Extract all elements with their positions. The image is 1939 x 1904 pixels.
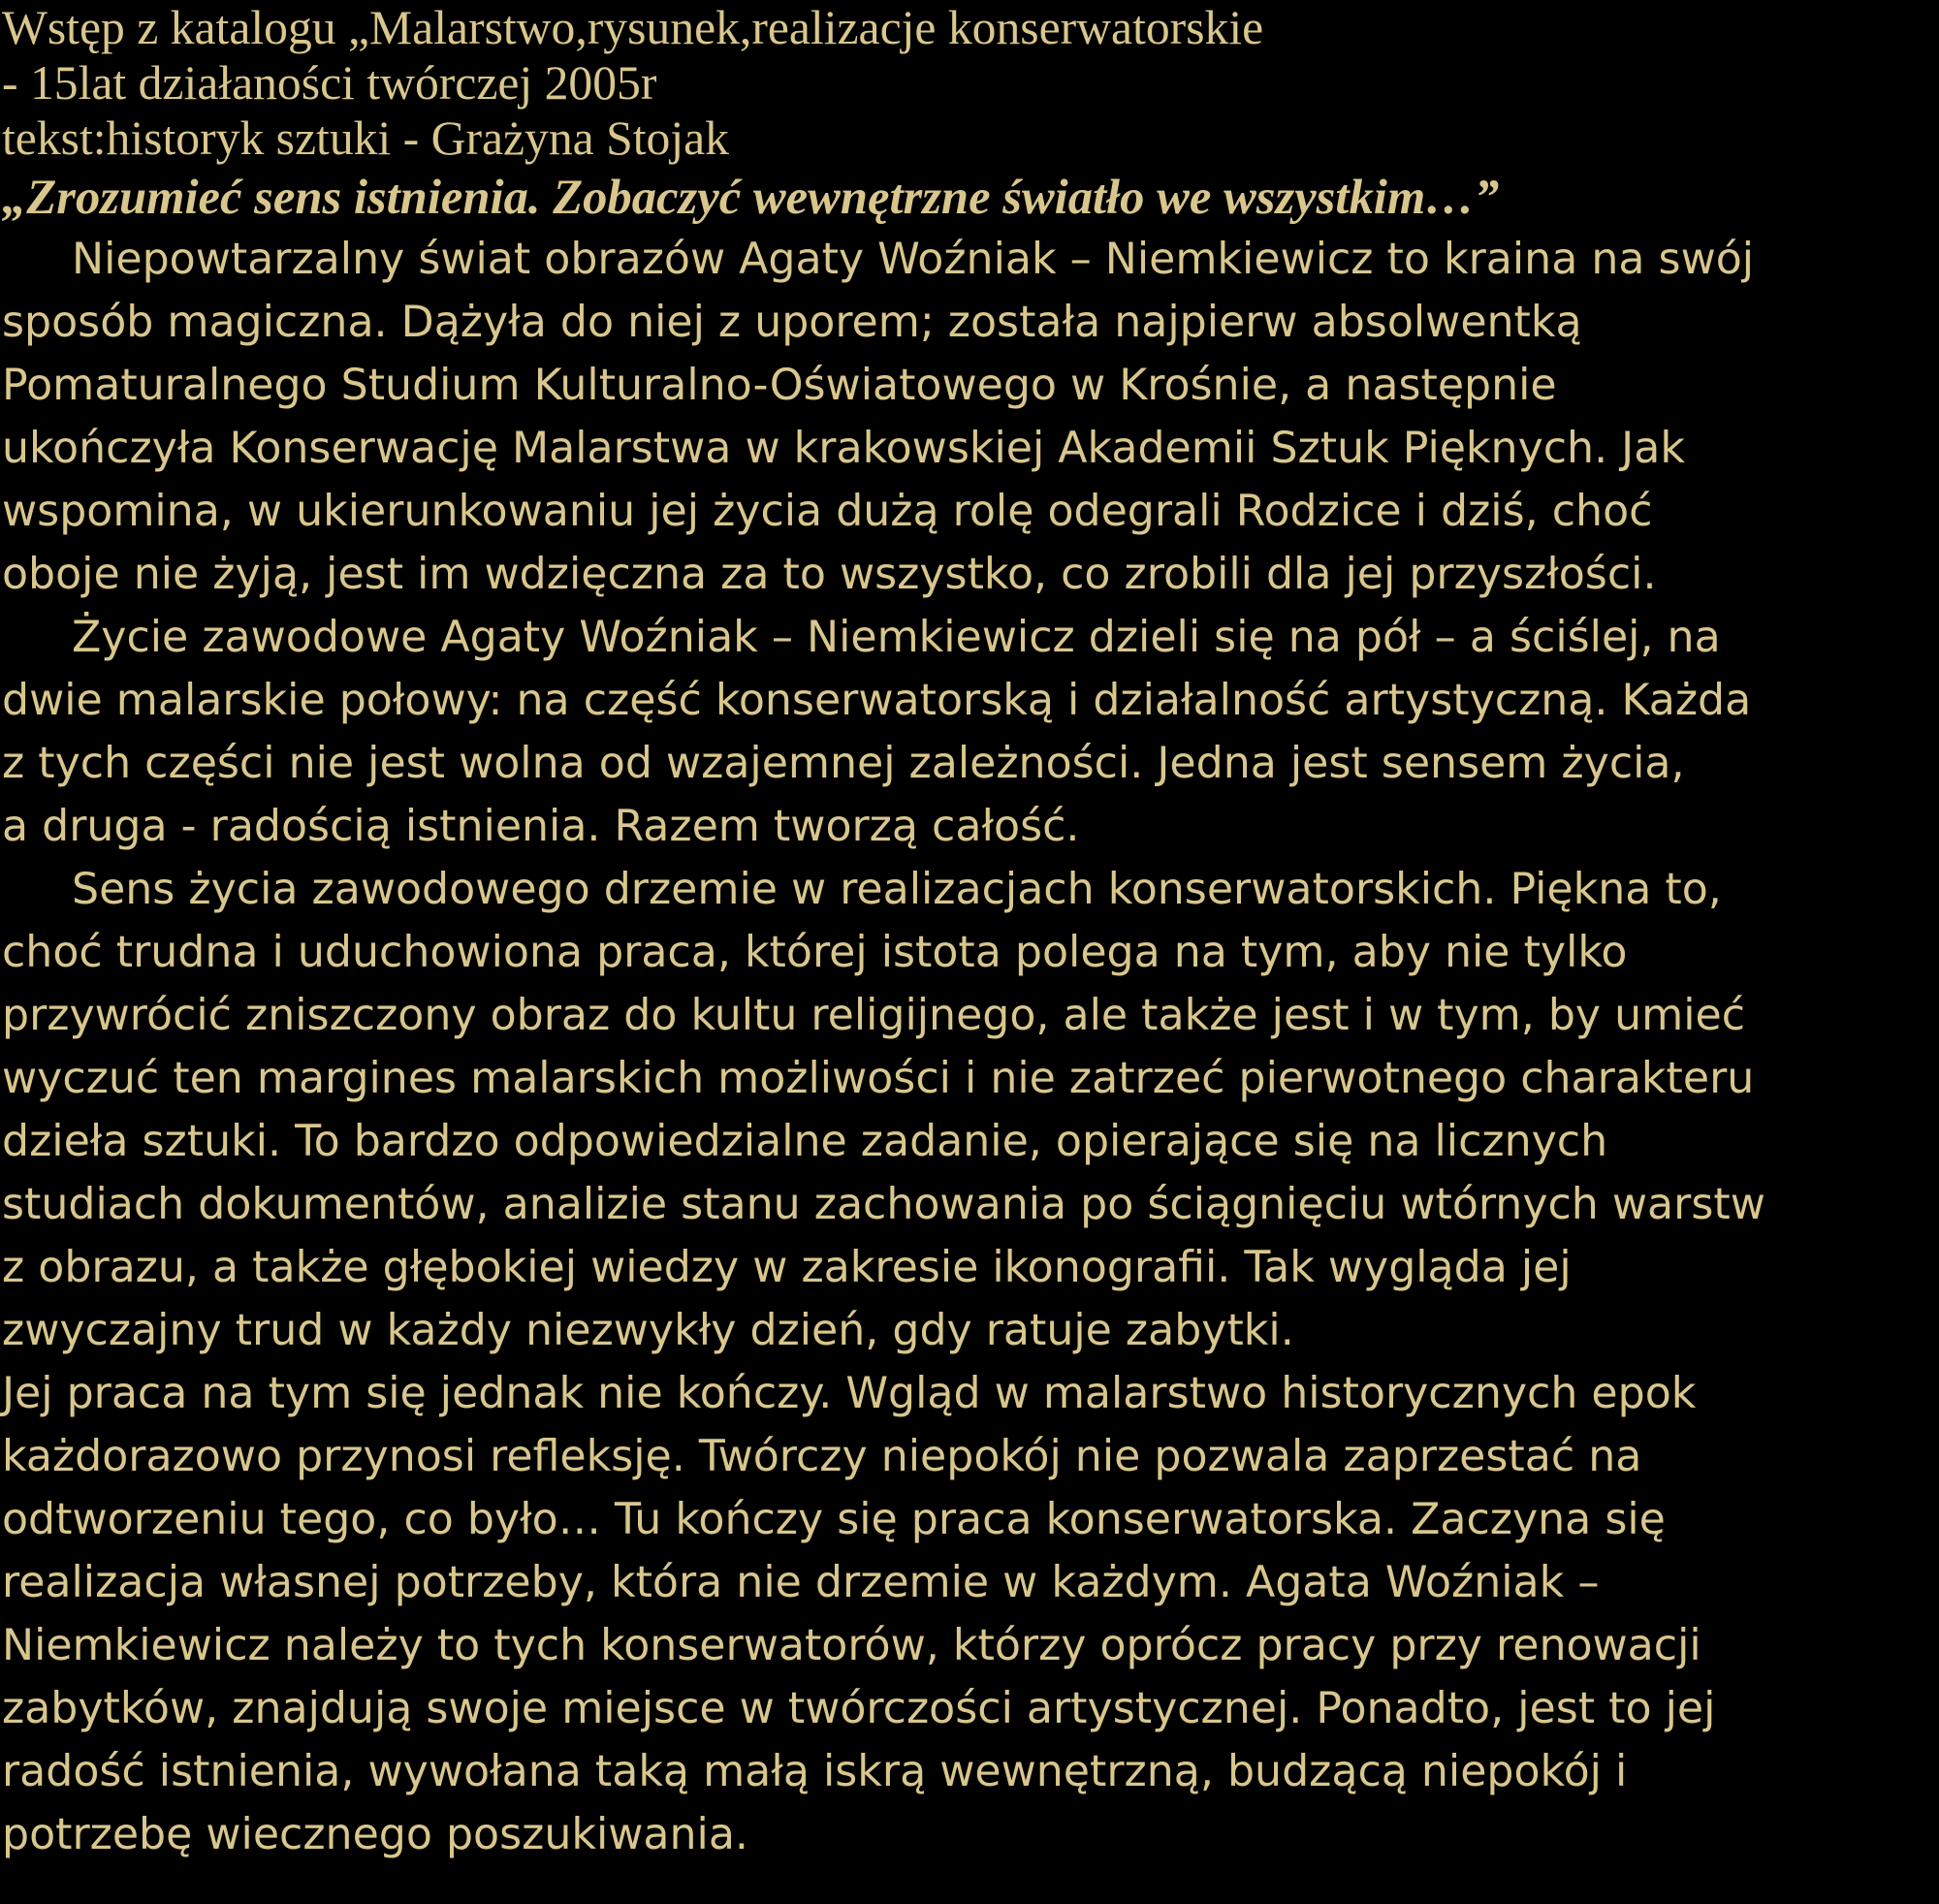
body-line: Niemkiewicz należy to tych konserwatorów, którzy oprócz pracy przy renowacji — [2, 1621, 1701, 1670]
body-line: Jej praca na tym się jednak nie kończy. Wgląd w malarstwo historycznych epok — [2, 1369, 1697, 1418]
body-line: odtworzeniu tego, co było… Tu kończy się praca konserwatorska. Zaczyna się — [2, 1495, 1666, 1544]
catalog-title-line-1: Wstęp z katalogu „Malarstwo,rysunek,realizacje konserwatorskie — [2, 1, 1264, 54]
body-line: z tych części nie jest wolna od wzajemnej zależności. Jedna jest sensem życia, — [2, 739, 1685, 788]
body-line: dwie malarskie połowy: na część konserwatorską i działalność artystyczną. Każda — [2, 676, 1752, 725]
body-line: zwyczajny trud w każdy niezwykły dzień, gdy ratuje zabytki. — [2, 1306, 1294, 1355]
body-line: studiach dokumentów, analizie stanu zachowania po ściągnięciu wtórnych warstw — [2, 1180, 1765, 1229]
body-line: Sens życia zawodowego drzemie w realizacjach konserwatorskich. Piękna to, — [72, 865, 1722, 914]
body-line: Życie zawodowe Agaty Woźniak – Niemkiewicz dzieli się na pół – a ściślej, na — [72, 613, 1721, 662]
body-line: zabytków, znajdują swoje miejsce w twórczości artystycznej. Ponadto, jest to jej — [2, 1684, 1716, 1733]
body-line: wyczuć ten margines malarskich możliwości i nie zatrzeć pierwotnego charakteru — [2, 1054, 1755, 1103]
body-line: każdorazowo przynosi refleksję. Twórczy niepokój nie pozwala zaprzestać na — [2, 1432, 1642, 1481]
body-line: oboje nie żyją, jest im wdzięczna za to wszystko, co zrobili dla jej przyszłości. — [2, 550, 1657, 599]
body-line: a druga - radością istnienia. Razem tworzą całość. — [2, 802, 1080, 851]
body-line: Niepowtarzalny świat obrazów Agaty Woźniak – Niemkiewicz to kraina na swój — [72, 235, 1755, 284]
body-line: radość istnienia, wywołana taką małą iskrą wewnętrzną, budzącą niepokój i — [2, 1747, 1628, 1796]
motto-quote: „Zrozumieć sens istnienia. Zobaczyć wewnętrzne światło we wszystkim…” — [2, 170, 1500, 224]
body-line: realizacja własnej potrzeby, która nie drzemie w każdym. Agata Woźniak – — [2, 1558, 1600, 1607]
author-credit: tekst:historyk sztuki - Grażyna Stojak — [2, 111, 729, 165]
body-line: wspomina, w ukierunkowaniu jej życia dużą rolę odegrali Rodzice i dziś, choć — [2, 487, 1653, 536]
body-line: z obrazu, a także głębokiej wiedzy w zakresie ikonografii. Tak wygląda jej — [2, 1243, 1572, 1292]
body-line: potrzebę wiecznego poszukiwania. — [2, 1810, 748, 1859]
body-line: choć trudna i uduchowiona praca, której istota polega na tym, aby nie tylko — [2, 928, 1628, 977]
body-line: ukończyła Konserwację Malarstwa w krakowskiej Akademii Sztuk Pięknych. Jak — [2, 424, 1685, 473]
body-line: przywrócić zniszczony obraz do kultu religijnego, ale także jest i w tym, by umieć — [2, 991, 1746, 1040]
body-line: Pomaturalnego Studium Kulturalno-Oświatowego w Krośnie, a następnie — [2, 361, 1557, 410]
body-text — [0, 228, 1939, 1866]
catalog-title-line-2: - 15lat działaności twórczej 2005r — [2, 56, 657, 110]
body-line: dzieła sztuki. To bardzo odpowiedzialne zadanie, opierające się na licznych — [2, 1117, 1608, 1166]
body-line: sposób magiczna. Dążyła do niej z uporem; została najpierw absolwentką — [2, 298, 1582, 347]
